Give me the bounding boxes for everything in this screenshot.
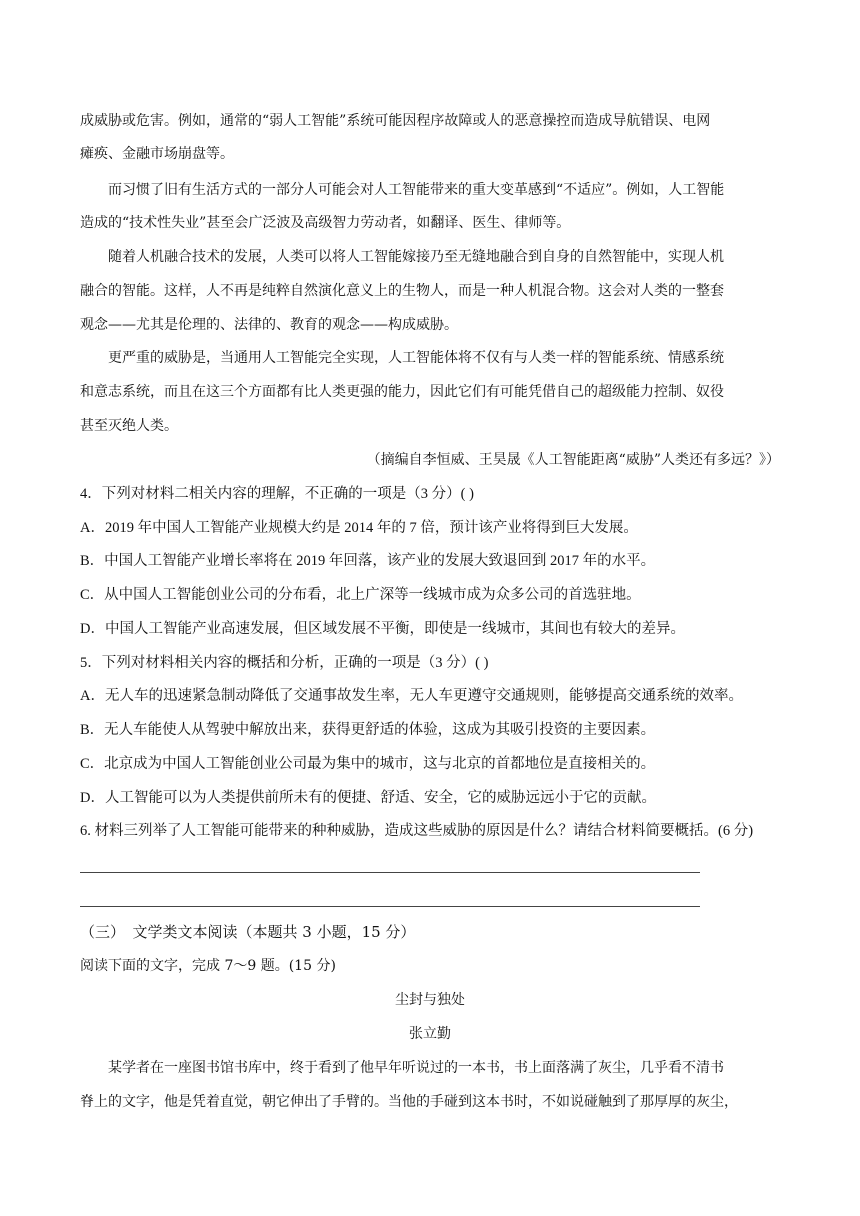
passage-line: 而习惯了旧有生活方式的一部分人可能会对人工智能带来的重大变革感到“不适应”。例如，人工智能 bbox=[108, 182, 725, 198]
question-4-option-b: B．中国人工智能产业增长率将在 2019 年回落，该产业的发展大致退回到 2017 年的水平。 bbox=[80, 553, 656, 569]
question-4-option-a: A．2019 年中国人工智能产业规模大约是 2014 年的 7 倍，预计该产业将得到巨大发展。 bbox=[80, 520, 638, 536]
question-5-option-a: A．无人车的迅速紧急制动降低了交通事故发生率，无人车更遵守交通规则，能够提高交通系统的效率。 bbox=[80, 688, 743, 704]
passage-line: 瘫痪、金融市场崩盘等。 bbox=[80, 146, 234, 162]
story-line: 脊上的文字，他是凭着直觉，朝它伸出了手臂的。当他的手碰到这本书时，不如说碰触到了那厚厚的灰尘， bbox=[80, 1094, 738, 1110]
section-instruction: 阅读下面的文字，完成 7～9 题。(15 分) bbox=[80, 958, 336, 974]
question-6-stem: 6. 材料三列举了人工智能可能带来的种种威胁，造成这些威胁的原因是什么？请结合材料简要概括。(6 分) bbox=[80, 823, 754, 839]
passage-line: 和意志系统，而且在这三个方面都有比人类更强的能力，因此它们有可能凭借自己的超级能力控制、奴役 bbox=[80, 384, 724, 400]
source-citation: （摘编自李恒威、王昊晟《人工智能距离“威胁”人类还有多远？》） bbox=[366, 452, 780, 468]
passage-line: 造成的“技术性失业”甚至会广泛波及高级智力劳动者，如翻译、医生、律师等。 bbox=[80, 215, 571, 231]
question-5-option-c: C．北京成为中国人工智能创业公司最为集中的城市，这与北京的首都地位是直接相关的。 bbox=[80, 756, 656, 772]
question-4-stem: 4．下列对材料二相关内容的理解，不正确的一项是（3 分）( ) bbox=[80, 486, 474, 502]
question-4-option-d: D．中国人工智能产业高速发展，但区域发展不平衡，即使是一线城市，其间也有较大的差异。 bbox=[80, 621, 685, 637]
passage-line: 观念——尤其是伦理的、法律的、教育的观念——构成威胁。 bbox=[80, 317, 458, 333]
answer-line[interactable] bbox=[80, 872, 700, 873]
passage-line: 更严重的威胁是，当通用人工智能完全实现，人工智能体将不仅有与人类一样的智能系统、情感系统 bbox=[108, 350, 724, 366]
answer-line[interactable] bbox=[80, 906, 700, 907]
question-5-option-d: D．人工智能可以为人类提供前所未有的便捷、舒适、安全，它的威胁远远小于它的贡献。 bbox=[80, 790, 656, 806]
question-4-option-c: C．从中国人工智能创业公司的分布看，北上广深等一线城市成为众多公司的首选驻地。 bbox=[80, 587, 641, 603]
passage-line: 成威胁或危害。例如，通常的“弱人工智能”系统可能因程序故障或人的恶意操控而造成导航错误、电网 bbox=[80, 113, 711, 129]
passage-line: 融合的智能。这样，人不再是纯粹自然演化意义上的生物人，而是一种人机混合物。这会对人类的一整套 bbox=[80, 283, 724, 299]
question-5-stem: 5．下列对材料相关内容的概括和分析，正确的一项是（3 分）( ) bbox=[80, 655, 489, 671]
story-line: 某学者在一座图书馆书库中，终于看到了他早年听说过的一本书，书上面落满了灰尘，几乎看不清书 bbox=[108, 1060, 724, 1076]
section-heading: （三） 文学类文本阅读（本题共 3 小题，15 分） bbox=[80, 923, 416, 941]
story-title: 尘封与独处 bbox=[395, 992, 465, 1008]
story-author: 张立勤 bbox=[409, 1026, 451, 1042]
question-5-option-b: B．无人车能使人从驾驶中解放出来，获得更舒适的体验，这成为其吸引投资的主要因素。 bbox=[80, 722, 656, 738]
passage-line: 随着人机融合技术的发展，人类可以将人工智能嫁接乃至无缝地融合到自身的自然智能中，实现人机 bbox=[108, 249, 724, 265]
passage-line: 甚至灭绝人类。 bbox=[80, 418, 178, 434]
